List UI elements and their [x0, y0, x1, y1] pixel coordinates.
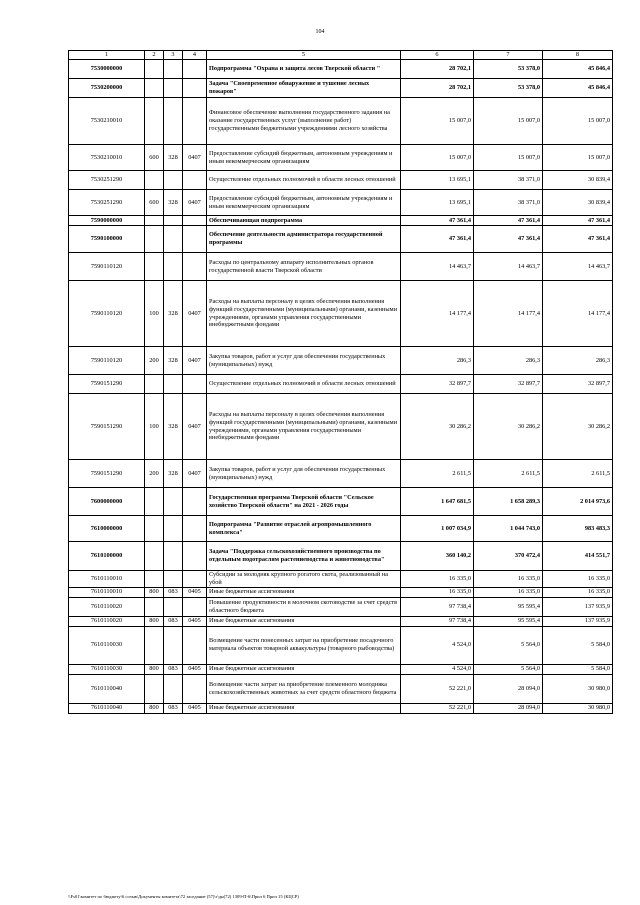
row-value-col7: 5 564,0 — [474, 664, 543, 674]
row-code: 7530000000 — [69, 60, 145, 79]
row-expense-type — [145, 571, 164, 588]
row-section — [183, 171, 207, 190]
table-row — [69, 597, 613, 616]
row-value-col7: 38 371,0 — [474, 171, 543, 190]
row-value-col6: 4 524,0 — [401, 626, 474, 664]
row-value-col7: 30 286,2 — [474, 394, 543, 460]
table-row — [69, 587, 613, 597]
table-row — [69, 98, 613, 145]
row-value-col7: 14 177,4 — [474, 281, 543, 347]
row-department: 328 — [164, 347, 183, 375]
row-value-col6: 16 335,0 — [401, 571, 474, 588]
row-value-col6: 97 738,4 — [401, 616, 474, 626]
row-code: 7590110120 — [69, 253, 145, 281]
row-expense-type — [145, 226, 164, 253]
row-code: 7610110040 — [69, 674, 145, 703]
row-section — [183, 253, 207, 281]
row-name: Осуществление отдельных полномочий в области лесных отношений — [207, 171, 401, 190]
row-value-col7: 95 595,4 — [474, 616, 543, 626]
row-code: 7590100000 — [69, 226, 145, 253]
row-section — [183, 226, 207, 253]
row-department: 328 — [164, 190, 183, 216]
row-value-col7: 28 094,0 — [474, 674, 543, 703]
table-row — [69, 674, 613, 703]
table-row — [69, 542, 613, 571]
row-code: 7590110120 — [69, 281, 145, 347]
table-header-row — [69, 51, 613, 60]
row-code: 7530210010 — [69, 98, 145, 145]
row-name: Подпрограмма "Развитие отраслей агропромышленного комплекса" — [207, 516, 401, 542]
row-value-col7: 38 371,0 — [474, 190, 543, 216]
row-expense-type: 200 — [145, 347, 164, 375]
row-department — [164, 674, 183, 703]
row-value-col6: 360 140,2 — [401, 542, 474, 571]
table-row — [69, 516, 613, 542]
row-value-col8: 47 361,4 — [543, 226, 613, 253]
row-expense-type — [145, 171, 164, 190]
table-row — [69, 226, 613, 253]
row-expense-type: 600 — [145, 190, 164, 216]
row-value-col8: 47 361,4 — [543, 216, 613, 226]
row-department — [164, 488, 183, 516]
row-value-col6: 2 611,5 — [401, 460, 474, 488]
row-code: 7610110010 — [69, 587, 145, 597]
row-value-col6: 32 897,7 — [401, 375, 474, 394]
row-value-col7: 2 611,5 — [474, 460, 543, 488]
row-section: 0407 — [183, 145, 207, 171]
row-name: Иные бюджетные ассигнования — [207, 616, 401, 626]
row-name: Подпрограмма "Охрана и защита лесов Тверской области " — [207, 60, 401, 79]
row-section — [183, 375, 207, 394]
row-name: Предоставление субсидий бюджетным, автономным учреждениям и иным некоммерческим организациям — [207, 190, 401, 216]
row-value-col8: 16 335,0 — [543, 587, 613, 597]
row-value-col8: 45 846,4 — [543, 60, 613, 79]
row-value-col8: 286,3 — [543, 347, 613, 375]
row-department: 328 — [164, 460, 183, 488]
table-row — [69, 190, 613, 216]
table-row — [69, 347, 613, 375]
row-value-col8: 16 335,0 — [543, 571, 613, 588]
row-department: 328 — [164, 281, 183, 347]
table-row — [69, 60, 613, 79]
table-row — [69, 145, 613, 171]
row-department: 083 — [164, 664, 183, 674]
row-section — [183, 60, 207, 79]
row-department — [164, 216, 183, 226]
row-department — [164, 571, 183, 588]
table-row — [69, 488, 613, 516]
row-value-col6: 14 463,7 — [401, 253, 474, 281]
row-department — [164, 253, 183, 281]
row-expense-type — [145, 98, 164, 145]
row-code: 7610100000 — [69, 542, 145, 571]
table-row — [69, 394, 613, 460]
row-code: 7610000000 — [69, 516, 145, 542]
row-value-col6: 1 647 681,5 — [401, 488, 474, 516]
row-section: 0407 — [183, 460, 207, 488]
row-value-col7: 1 044 743,0 — [474, 516, 543, 542]
row-name: Осуществление отдельных полномочий в области лесных отношений — [207, 375, 401, 394]
row-value-col6: 13 695,1 — [401, 171, 474, 190]
row-code: 7590151290 — [69, 460, 145, 488]
row-code: 7610110030 — [69, 664, 145, 674]
row-value-col8: 30 980,0 — [543, 703, 613, 713]
row-value-col8: 14 177,4 — [543, 281, 613, 347]
table-row — [69, 281, 613, 347]
row-name: Закупка товаров, работ и услуг для обеспечения государственных (муниципальных) нужд — [207, 460, 401, 488]
row-value-col7: 286,3 — [474, 347, 543, 375]
row-section — [183, 571, 207, 588]
row-value-col8: 2 014 973,6 — [543, 488, 613, 516]
row-department: 083 — [164, 616, 183, 626]
row-name: Возмещение части понесенных затрат на приобретение посадочного материала объектов товарной аквакультуры (товарного рыбоводства) — [207, 626, 401, 664]
row-expense-type — [145, 674, 164, 703]
row-code: 7610110030 — [69, 626, 145, 664]
row-name: Задача "Своевременное обнаружение и тушение лесных пожаров" — [207, 79, 401, 98]
row-value-col6: 1 007 034,9 — [401, 516, 474, 542]
row-section: 0405 — [183, 587, 207, 597]
row-value-col6: 28 702,1 — [401, 79, 474, 98]
row-code: 7610110020 — [69, 597, 145, 616]
row-name: Возмещение части затрат на приобретение племенного молодняка сельскохозяйственных животных за счет средств областного бюджета — [207, 674, 401, 703]
row-name: Субсидии за молодняк крупного рогатого скота, реализованный на убой — [207, 571, 401, 588]
row-value-col8: 414 551,7 — [543, 542, 613, 571]
row-value-col7: 47 361,4 — [474, 216, 543, 226]
row-code: 7600000000 — [69, 488, 145, 516]
row-code: 7610110010 — [69, 571, 145, 588]
row-value-col7: 1 658 289,3 — [474, 488, 543, 516]
row-value-col6: 30 286,2 — [401, 394, 474, 460]
row-department: 083 — [164, 587, 183, 597]
row-expense-type — [145, 516, 164, 542]
row-department: 328 — [164, 394, 183, 460]
table-row — [69, 171, 613, 190]
budget-table — [68, 50, 613, 714]
row-value-col7: 15 007,0 — [474, 145, 543, 171]
row-value-col8: 45 846,4 — [543, 79, 613, 98]
row-expense-type: 800 — [145, 616, 164, 626]
row-value-col8: 30 980,0 — [543, 674, 613, 703]
row-department — [164, 79, 183, 98]
header-cell: 6 — [401, 51, 474, 60]
table-row — [69, 460, 613, 488]
row-value-col6: 52 221,0 — [401, 674, 474, 703]
header-cell: 8 — [543, 51, 613, 60]
row-name: Иные бюджетные ассигнования — [207, 703, 401, 713]
row-value-col6: 286,3 — [401, 347, 474, 375]
row-expense-type: 600 — [145, 145, 164, 171]
row-department — [164, 98, 183, 145]
row-value-col7: 47 361,4 — [474, 226, 543, 253]
row-value-col8: 2 611,5 — [543, 460, 613, 488]
row-expense-type: 200 — [145, 460, 164, 488]
row-name: Государственная программа Тверской области "Сельское хозяйство Тверской области" на 2021 - 2026 годы — [207, 488, 401, 516]
row-value-col8: 30 286,2 — [543, 394, 613, 460]
header-cell: 1 — [69, 51, 145, 60]
row-department: 328 — [164, 145, 183, 171]
row-department — [164, 60, 183, 79]
row-value-col6: 14 177,4 — [401, 281, 474, 347]
row-code: 7590000000 — [69, 216, 145, 226]
row-value-col8: 15 007,0 — [543, 145, 613, 171]
row-department — [164, 171, 183, 190]
row-value-col6: 28 702,1 — [401, 60, 474, 79]
table-row — [69, 253, 613, 281]
row-name: Расходы на выплаты персоналу в целях обеспечения выполнения функций государственными (муниципальными) органами, казенными учреждениями, органами управления государственными внебюджетными фондами — [207, 394, 401, 460]
row-expense-type: 800 — [145, 664, 164, 674]
row-section — [183, 674, 207, 703]
row-expense-type — [145, 488, 164, 516]
row-value-col8: 5 584,0 — [543, 626, 613, 664]
table-row — [69, 626, 613, 664]
row-name: Закупка товаров, работ и услуг для обеспечения государственных (муниципальных) нужд — [207, 347, 401, 375]
row-code: 7530251290 — [69, 171, 145, 190]
row-expense-type — [145, 375, 164, 394]
row-name: Обеспечивающая подпрограмма — [207, 216, 401, 226]
row-section: 0407 — [183, 190, 207, 216]
table-row — [69, 79, 613, 98]
header-cell: 3 — [164, 51, 183, 60]
row-value-col8: 15 007,0 — [543, 98, 613, 145]
row-department — [164, 542, 183, 571]
row-expense-type — [145, 542, 164, 571]
row-section — [183, 542, 207, 571]
row-code: 7530210010 — [69, 145, 145, 171]
row-value-col7: 53 378,0 — [474, 60, 543, 79]
row-expense-type — [145, 597, 164, 616]
row-value-col7: 5 564,0 — [474, 626, 543, 664]
row-value-col7: 32 897,7 — [474, 375, 543, 394]
row-department — [164, 626, 183, 664]
row-name: Повышение продуктивности в молочном скотоводстве за счет средств областного бюджета — [207, 597, 401, 616]
row-section: 0407 — [183, 394, 207, 460]
row-value-col7: 15 007,0 — [474, 98, 543, 145]
row-name: Предоставление субсидий бюджетным, автономным учреждениям и иным некоммерческим организациям — [207, 145, 401, 171]
row-code: 7530200000 — [69, 79, 145, 98]
table-row — [69, 664, 613, 674]
row-value-col8: 30 839,4 — [543, 171, 613, 190]
row-section: 0407 — [183, 347, 207, 375]
row-section — [183, 626, 207, 664]
row-name: Расходы на выплаты персоналу в целях обеспечения выполнения функций государственными (муниципальными) органами, казенными учреждениями, органами управления государственными внебюджетными фондами — [207, 281, 401, 347]
row-value-col8: 32 897,7 — [543, 375, 613, 394]
row-value-col8: 137 935,9 — [543, 597, 613, 616]
table-row — [69, 216, 613, 226]
table-row — [69, 375, 613, 394]
row-value-col6: 13 695,1 — [401, 190, 474, 216]
row-value-col7: 14 463,7 — [474, 253, 543, 281]
row-name: Иные бюджетные ассигнования — [207, 587, 401, 597]
row-section — [183, 98, 207, 145]
row-name: Финансовое обеспечение выполнения государственного задания на оказание государственных услуг (выполнение работ) государственными бюджетными учреждениями лесного хозяйства — [207, 98, 401, 145]
row-expense-type — [145, 216, 164, 226]
row-section: 0407 — [183, 281, 207, 347]
row-section — [183, 488, 207, 516]
row-value-col7: 16 335,0 — [474, 587, 543, 597]
row-department — [164, 516, 183, 542]
row-code: 7530251290 — [69, 190, 145, 216]
row-value-col7: 16 335,0 — [474, 571, 543, 588]
row-section — [183, 597, 207, 616]
row-expense-type — [145, 253, 164, 281]
row-value-col6: 16 335,0 — [401, 587, 474, 597]
table-row — [69, 616, 613, 626]
row-name: Задача "Поддержка сельскохозяйственного производства по отдельным подотраслям растениеводства и животноводства" — [207, 542, 401, 571]
row-expense-type: 100 — [145, 394, 164, 460]
row-value-col6: 4 524,0 — [401, 664, 474, 674]
row-code: 7590151290 — [69, 375, 145, 394]
row-department: 083 — [164, 703, 183, 713]
row-code: 7610110040 — [69, 703, 145, 713]
table-row — [69, 703, 613, 713]
row-expense-type — [145, 60, 164, 79]
row-value-col7: 53 378,0 — [474, 79, 543, 98]
row-section — [183, 516, 207, 542]
row-value-col8: 5 584,0 — [543, 664, 613, 674]
row-expense-type — [145, 626, 164, 664]
row-value-col8: 30 839,4 — [543, 190, 613, 216]
row-expense-type: 800 — [145, 703, 164, 713]
header-cell: 2 — [145, 51, 164, 60]
row-department — [164, 597, 183, 616]
row-code: 7590110120 — [69, 347, 145, 375]
row-value-col7: 370 472,4 — [474, 542, 543, 571]
row-department — [164, 226, 183, 253]
row-value-col6: 47 361,4 — [401, 216, 474, 226]
row-value-col6: 97 738,4 — [401, 597, 474, 616]
row-section: 0405 — [183, 703, 207, 713]
header-cell: 4 — [183, 51, 207, 60]
header-cell: 7 — [474, 51, 543, 60]
row-department — [164, 375, 183, 394]
row-value-col8: 983 483,3 — [543, 516, 613, 542]
table-row — [69, 571, 613, 588]
row-value-col7: 28 094,0 — [474, 703, 543, 713]
row-value-col6: 52 221,0 — [401, 703, 474, 713]
header-cell: 5 — [207, 51, 401, 60]
footer-file-path: \\Fs01\комитет по бюджету\6 созыв\Документы комитета\72 заседание (57)\г\дн(72) 1309-П-6\Прил 6 Прил 15 (КЦСР) — [68, 894, 299, 899]
row-expense-type: 100 — [145, 281, 164, 347]
row-value-col8: 137 935,9 — [543, 616, 613, 626]
row-section — [183, 79, 207, 98]
row-section — [183, 216, 207, 226]
row-name: Иные бюджетные ассигнования — [207, 664, 401, 674]
row-expense-type: 800 — [145, 587, 164, 597]
row-section: 0405 — [183, 664, 207, 674]
row-value-col6: 15 007,0 — [401, 98, 474, 145]
row-value-col6: 47 361,4 — [401, 226, 474, 253]
row-value-col7: 95 595,4 — [474, 597, 543, 616]
row-value-col8: 14 463,7 — [543, 253, 613, 281]
row-code: 7610110020 — [69, 616, 145, 626]
row-section: 0405 — [183, 616, 207, 626]
row-name: Обеспечение деятельности администратора государственной программы — [207, 226, 401, 253]
row-code: 7590151290 — [69, 394, 145, 460]
row-expense-type — [145, 79, 164, 98]
page-number: 104 — [315, 29, 325, 35]
row-value-col6: 15 007,0 — [401, 145, 474, 171]
row-name: Расходы по центральному аппарату исполнительных органов государственной власти Тверской области — [207, 253, 401, 281]
